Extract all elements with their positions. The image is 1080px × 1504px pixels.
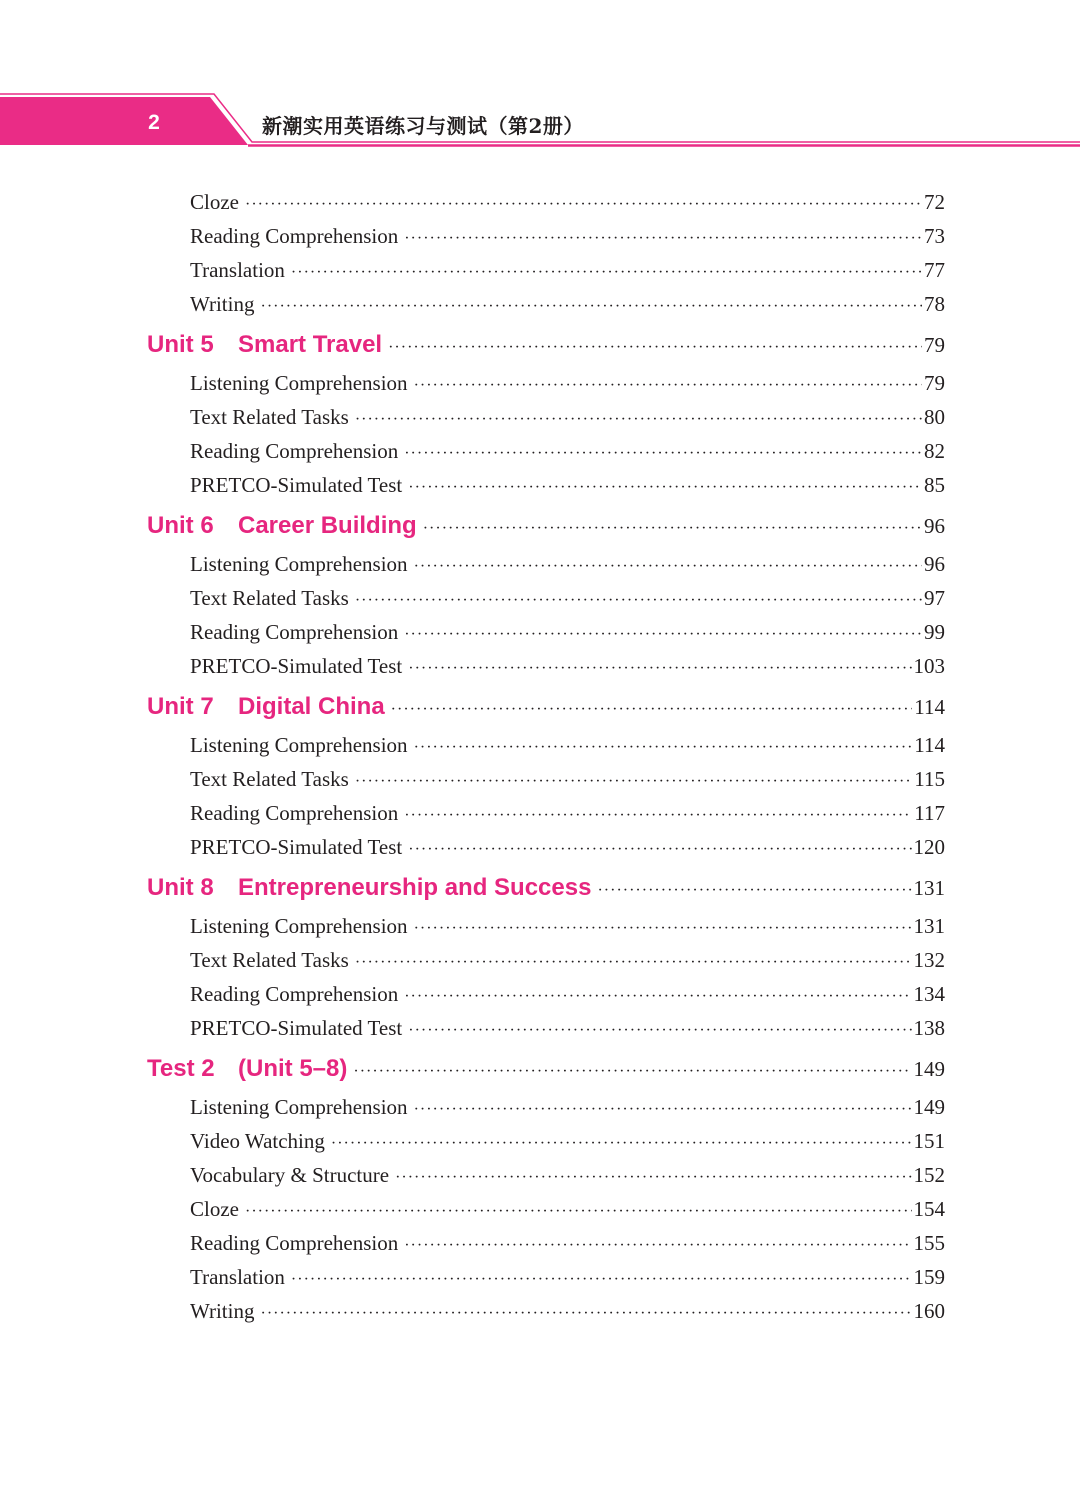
page-ref: 138	[913, 1016, 945, 1040]
dot-leader	[395, 1169, 911, 1187]
section-title: Listening Comprehension	[190, 371, 408, 395]
toc-section-entry[interactable]	[190, 1197, 945, 1231]
dot-leader	[331, 1135, 912, 1153]
toc-section-entry[interactable]	[190, 1095, 945, 1129]
unit-number: Unit 6	[147, 512, 214, 539]
page-ref: 80	[924, 405, 945, 429]
page-header	[0, 0, 1080, 160]
toc-section-entry[interactable]	[190, 292, 945, 326]
section-title: Listening Comprehension	[190, 552, 408, 576]
dot-leader	[260, 1305, 911, 1323]
toc-section-entry[interactable]	[190, 733, 945, 767]
page-ref: 82	[924, 439, 945, 463]
toc-section-entry[interactable]	[190, 801, 945, 835]
dot-leader	[414, 920, 912, 938]
section-title: Reading Comprehension	[190, 801, 399, 825]
section-title: Cloze	[190, 1197, 239, 1221]
toc-section-entry[interactable]	[190, 1163, 945, 1197]
section-title: Translation	[190, 258, 285, 282]
page-ref: 114	[914, 695, 945, 719]
unit-title: Smart Travel	[238, 331, 383, 358]
dot-leader	[423, 520, 922, 538]
page-ref: 152	[913, 1163, 945, 1187]
section-title: PRETCO-Simulated Test	[190, 654, 403, 678]
unit-number: Unit 5	[147, 331, 214, 358]
toc-section-entry[interactable]	[190, 767, 945, 801]
page-ref: 97	[924, 586, 945, 610]
toc-section-entry[interactable]	[190, 1016, 945, 1050]
unit-title: Digital China	[238, 693, 385, 720]
page-ref: 131	[913, 876, 945, 900]
page-ref: 149	[913, 1057, 945, 1081]
toc-section-entry[interactable]	[190, 552, 945, 586]
section-title: Cloze	[190, 190, 239, 214]
page-ref: 103	[913, 654, 945, 678]
section-title: Video Watching	[190, 1129, 325, 1153]
toc-section-entry[interactable]	[190, 473, 945, 507]
unit-number: Unit 7	[147, 693, 214, 720]
section-title: Reading Comprehension	[190, 1231, 399, 1255]
section-title: Listening Comprehension	[190, 733, 408, 757]
unit-title: Entrepreneurship and Success	[238, 874, 592, 901]
dot-leader	[404, 988, 911, 1006]
toc-section-entry[interactable]	[190, 224, 945, 258]
section-title: PRETCO-Simulated Test	[190, 835, 403, 859]
unit-heading	[147, 1055, 347, 1083]
page-ref: 134	[913, 982, 945, 1006]
page-ref: 159	[913, 1265, 945, 1289]
toc-section-entry[interactable]	[190, 405, 945, 439]
page-ref: 154	[913, 1197, 945, 1221]
section-title: Reading Comprehension	[190, 439, 399, 463]
dot-leader	[404, 807, 912, 825]
page-number: 2	[148, 111, 160, 134]
page-number-tab	[0, 97, 248, 145]
toc-section-entry[interactable]	[190, 1231, 945, 1265]
page-ref: 85	[924, 473, 945, 497]
toc-section-entry[interactable]	[190, 835, 945, 869]
dot-leader	[408, 660, 911, 678]
dot-leader	[291, 1271, 912, 1289]
section-title: Reading Comprehension	[190, 620, 399, 644]
page-ref: 77	[924, 258, 945, 282]
dot-leader	[355, 773, 912, 791]
page-ref: 96	[924, 552, 945, 576]
unit-heading	[147, 874, 591, 902]
dot-leader	[414, 377, 922, 395]
dot-leader	[355, 592, 922, 610]
toc-unit-entry[interactable]	[147, 1055, 945, 1089]
page-ref: 131	[913, 914, 945, 938]
toc-section-entry[interactable]	[190, 1299, 945, 1333]
page-ref: 78	[924, 292, 945, 316]
page-ref: 79	[924, 371, 945, 395]
toc-section-entry[interactable]	[190, 1265, 945, 1299]
toc-unit-entry[interactable]	[147, 874, 945, 908]
page-ref: 151	[913, 1129, 945, 1153]
toc-section-entry[interactable]	[190, 258, 945, 292]
page-ref: 149	[913, 1095, 945, 1119]
toc-section-entry[interactable]	[190, 586, 945, 620]
section-title: Reading Comprehension	[190, 982, 399, 1006]
dot-leader	[355, 954, 912, 972]
unit-heading	[147, 331, 382, 359]
section-title: PRETCO-Simulated Test	[190, 473, 403, 497]
section-title: Text Related Tasks	[190, 948, 349, 972]
dot-leader	[408, 1022, 911, 1040]
book-title: 新潮实用英语练习与测试（第2册）	[262, 114, 584, 138]
dot-leader	[597, 882, 911, 900]
dot-leader	[404, 445, 922, 463]
toc-section-entry[interactable]	[190, 371, 945, 405]
dot-leader	[391, 701, 913, 719]
section-title: Writing	[190, 292, 255, 316]
toc-section-entry[interactable]	[190, 654, 945, 688]
section-title: Listening Comprehension	[190, 914, 408, 938]
section-title: Translation	[190, 1265, 285, 1289]
page-ref: 155	[913, 1231, 945, 1255]
unit-heading	[147, 512, 417, 540]
page-ref: 160	[913, 1299, 945, 1323]
page-ref: 99	[924, 620, 945, 644]
section-title: Text Related Tasks	[190, 767, 349, 791]
dot-leader	[245, 1203, 912, 1221]
toc-section-entry[interactable]	[190, 1129, 945, 1163]
page-ref: 79	[924, 333, 945, 357]
unit-title: (Unit 5–8)	[238, 1055, 348, 1082]
toc-section-entry[interactable]	[190, 190, 945, 224]
unit-heading	[147, 693, 385, 721]
section-title: Text Related Tasks	[190, 405, 349, 429]
toc-section-entry[interactable]	[190, 914, 945, 948]
dot-leader	[414, 558, 922, 576]
toc-section-entry[interactable]	[190, 620, 945, 654]
page-ref: 115	[914, 767, 945, 791]
dot-leader	[291, 264, 922, 282]
dot-leader	[408, 841, 911, 859]
dot-leader	[355, 411, 922, 429]
section-title: Text Related Tasks	[190, 586, 349, 610]
page-ref: 72	[924, 190, 945, 214]
toc-unit-entry[interactable]	[147, 693, 945, 727]
dot-leader	[408, 479, 922, 497]
page-ref: 132	[913, 948, 945, 972]
page-ref: 120	[913, 835, 945, 859]
dot-leader	[404, 230, 922, 248]
section-title: Writing	[190, 1299, 255, 1323]
toc-section-entry[interactable]	[190, 439, 945, 473]
dot-leader	[245, 196, 922, 214]
page-ref: 114	[914, 733, 945, 757]
dot-leader	[404, 1237, 911, 1255]
section-title: Reading Comprehension	[190, 224, 399, 248]
dot-leader	[260, 298, 922, 316]
toc-unit-entry[interactable]	[147, 331, 945, 365]
dot-leader	[353, 1063, 911, 1081]
unit-number: Unit 8	[147, 874, 214, 901]
dot-leader	[388, 339, 922, 357]
toc-unit-entry[interactable]	[147, 512, 945, 546]
unit-number: Test 2	[147, 1055, 215, 1082]
dot-leader	[404, 626, 922, 644]
section-title: PRETCO-Simulated Test	[190, 1016, 403, 1040]
unit-title: Career Building	[238, 512, 417, 539]
dot-leader	[414, 1101, 912, 1119]
toc-section-entry[interactable]	[190, 982, 945, 1016]
page-ref: 96	[924, 514, 945, 538]
section-title: Listening Comprehension	[190, 1095, 408, 1119]
toc-section-entry[interactable]	[190, 948, 945, 982]
page-ref: 117	[914, 801, 945, 825]
section-title: Vocabulary & Structure	[190, 1163, 390, 1187]
dot-leader	[414, 739, 913, 757]
page-ref: 73	[924, 224, 945, 248]
